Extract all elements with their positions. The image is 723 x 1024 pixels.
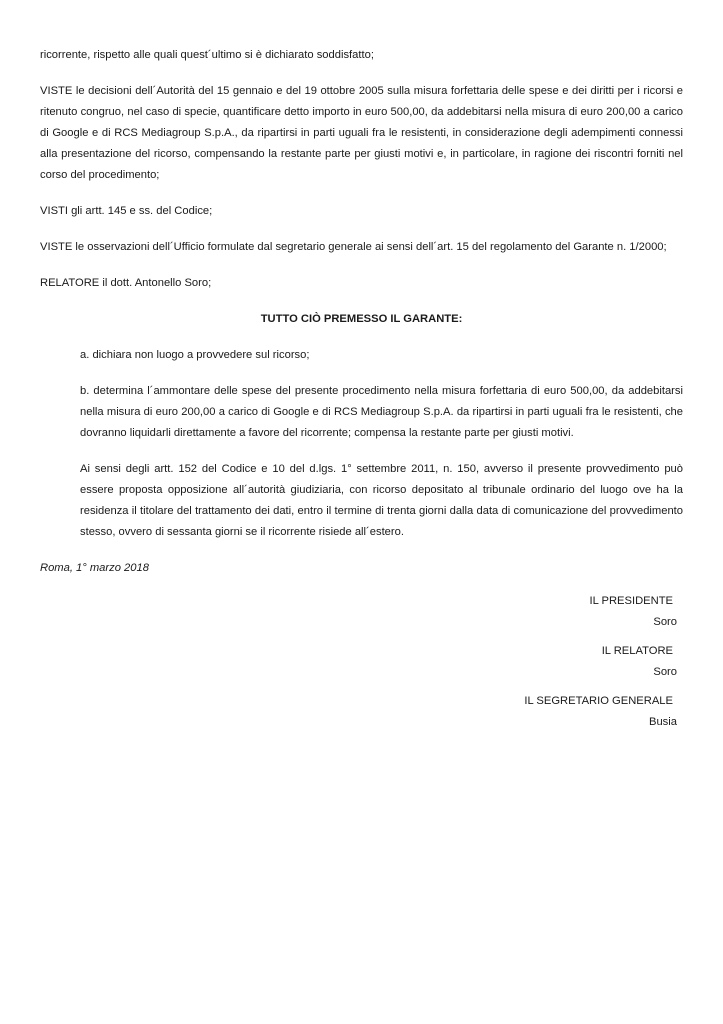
paragraph-relatore: RELATORE il dott. Antonello Soro; <box>40 277 212 289</box>
signature-role: IL SEGRETARIO GENERALE <box>524 695 673 707</box>
paragraph-visti-artt: VISTI gli artt. 145 e ss. del Codice; <box>40 205 213 217</box>
paragraph-ricorrente: ricorrente, rispetto alle quali quest´ultimo si è dichiarato soddisfatto; <box>40 49 374 61</box>
signature-secretary <box>40 691 677 733</box>
decision-b: b. determina l´ammontare delle spese del presente procedimento nella misura forfettaria di euro 500,00, da addebitarsi nella misura di euro 200,00 a carico di Google e di RCS Mediagroup S.p.A. da ripartirsi in parti uguali fra le resistenti, che dovranno liquidarli direttamente a favore del ricorrente; compensa la restante parte per giusti motivi. <box>80 385 683 439</box>
signature-relatore <box>40 641 677 683</box>
signature-role: IL RELATORE <box>601 645 673 657</box>
signature-name: Soro <box>653 666 677 678</box>
paragraph-viste-osservazioni: VISTE le osservazioni dell´Ufficio formulate dal segretario generale ai sensi dell´art. 15 del regolamento del Garante n. 1/2000; <box>40 241 667 253</box>
signature-president <box>40 591 677 633</box>
signature-role: IL PRESIDENTE <box>589 595 673 607</box>
signature-name: Soro <box>653 616 677 628</box>
section-heading: TUTTO CIÒ PREMESSO IL GARANTE: <box>260 313 463 325</box>
document-page <box>40 45 683 741</box>
appeal-notice: Ai sensi degli artt. 152 del Codice e 10 del d.lgs. 1° settembre 2011, n. 150, avverso il presente provvedimento può essere proposta opposizione all´autorità giudiziaria, con ricorso depositato al tribunale ordinario del luogo ove ha la residenza il titolare del trattamento dei dati, entro il termine di trenta giorni dalla data di comunicazione del provvedimento stesso, ovvero di sessanta giorni se il ricorrente risiede all´estero. <box>80 463 683 538</box>
paragraph-viste-decisioni: VISTE le decisioni dell´Autorità del 15 gennaio e del 19 ottobre 2005 sulla misura forfettaria delle spese e dei diritti per i ricorsi e ritenuto congruo, nel caso di specie, quantificare detto importo in euro 500,00, da addebitarsi nella misura di euro 200,00 a carico di Google e di RCS Mediagroup S.p.A., da ripartirsi in parti uguali fra le resistenti, in considerazione degli adempimenti connessi alla presentazione del ricorso, compensando la restante parte per giusti motivi e, in particolare, in ragione dei riscontri forniti nel corso del procedimento; <box>40 85 683 181</box>
signature-name: Busia <box>649 716 677 728</box>
date-line: Roma, 1° marzo 2018 <box>40 562 149 574</box>
decision-a: a. dichiara non luogo a provvedere sul ricorso; <box>80 349 310 361</box>
